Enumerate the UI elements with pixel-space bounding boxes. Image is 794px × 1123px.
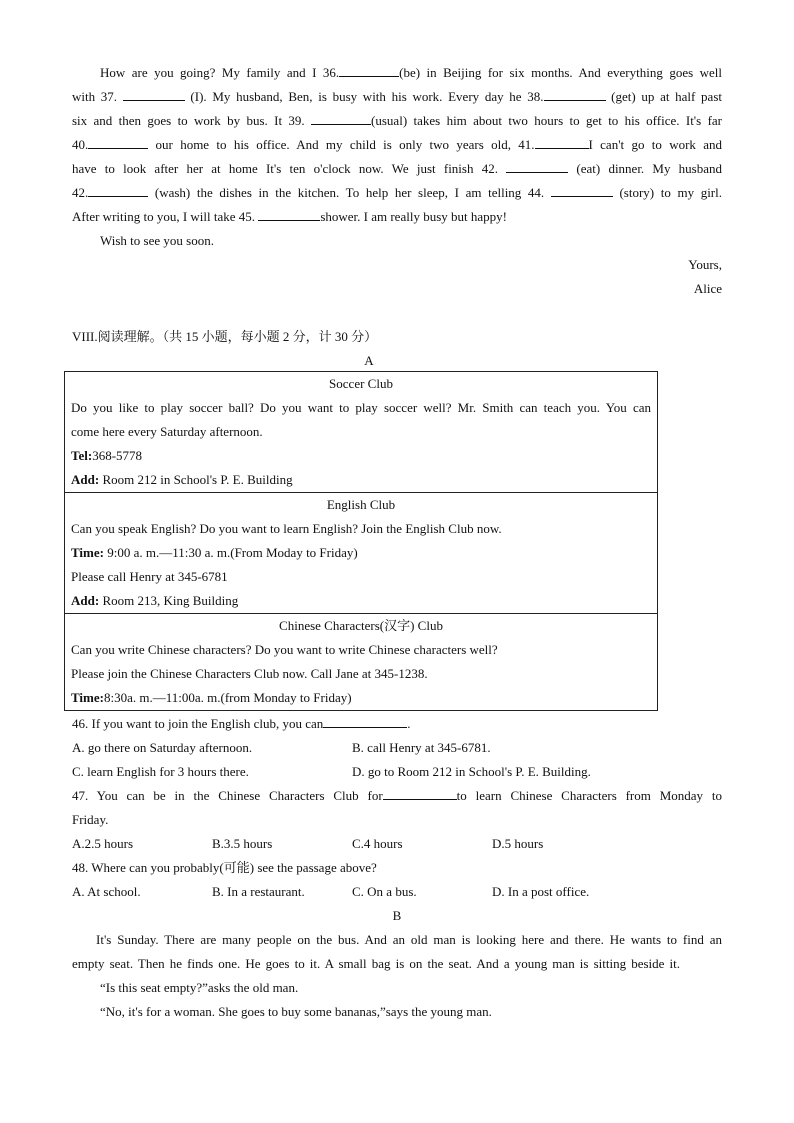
letter-line-1: How are you going? My family and I 36. (be) in Beijing for six months. And everything goes well — [100, 61, 722, 85]
letter-line-7: After writing to you, I will take 45. shower. I am really busy but happy! — [72, 205, 507, 229]
english-club-call: Please call Henry at 345-6781 — [71, 569, 228, 584]
q47-option-b[interactable]: B.3.5 hours — [212, 836, 273, 851]
english-club-time: Time: 9:00 a. m.—11:30 a. m.(From Moday to Friday) — [71, 545, 358, 560]
question-48: 48. Where can you probably(可能) see the passage above? — [72, 860, 377, 875]
chinese-club-title: Chinese Characters(汉字) Club — [279, 618, 443, 633]
letter-closing: Yours, — [688, 257, 722, 272]
letter-wish: Wish to see you soon. — [100, 233, 214, 248]
blank-44[interactable] — [551, 182, 613, 197]
english-club-address: Add: Room 213, King Building — [71, 593, 239, 608]
blank-42a[interactable] — [506, 158, 568, 173]
passage-b-line-2: empty seat. Then he finds one. He goes to it. A small bag is on the seat. And a young man is sitting beside it. — [72, 956, 680, 971]
q47-option-d[interactable]: D.5 hours — [492, 836, 544, 851]
q48-option-c[interactable]: C. On a bus. — [352, 884, 417, 899]
chinese-club-desc-2: Please join the Chinese Characters Club now. Call Jane at 345-1238. — [71, 666, 428, 681]
passage-b-line-3: “Is this seat empty?”asks the old man. — [100, 980, 299, 995]
chinese-club-time: Time:8:30a. m.—11:00a. m.(from Monday to Friday) — [71, 690, 352, 705]
letter-line-6: 42. (wash) the dishes in the kitchen. To help her sleep, I am telling 44. (story) to my girl. — [72, 181, 722, 205]
q46-option-b[interactable]: B. call Henry at 345-6781. — [352, 740, 491, 755]
blank-q47[interactable] — [383, 785, 457, 800]
soccer-club-desc-1: Do you like to play soccer ball? Do you want to play soccer well? Mr. Smith can teach you. You can — [71, 400, 651, 415]
english-club-desc: Can you speak English? Do you want to learn English? Join the English Club now. — [71, 521, 502, 536]
soccer-club-address: Add: Room 212 in School's P. E. Building — [71, 472, 293, 487]
part-a-heading: A — [364, 353, 374, 368]
blank-q46[interactable] — [323, 713, 407, 728]
passage-b-line-1: It's Sunday. There are many people on the bus. And an old man is looking here and there. He wants to find an — [96, 932, 722, 947]
question-47: 47. You can be in the Chinese Characters Club for to learn Chinese Characters from Monday to — [72, 784, 722, 808]
blank-45[interactable] — [258, 206, 320, 221]
part-b-heading: B — [392, 908, 402, 923]
letter-signature: Alice — [693, 281, 722, 296]
q47-option-c[interactable]: C.4 hours — [352, 836, 403, 851]
blank-41[interactable] — [535, 134, 589, 149]
chinese-club-block — [65, 614, 658, 711]
section-title: VIII.阅读理解。（共 15 小题，每小题 2 分，计 30 分） — [72, 329, 378, 344]
blank-42b[interactable] — [88, 182, 148, 197]
q48-option-d[interactable]: D. In a post office. — [492, 884, 590, 899]
english-club-title: English Club — [326, 497, 396, 512]
soccer-club-desc-2: come here every Saturday afternoon. — [71, 424, 263, 439]
clubs-table — [64, 371, 658, 711]
q46-option-a[interactable]: A. go there on Saturday afternoon. — [72, 740, 253, 755]
blank-39[interactable] — [311, 110, 371, 125]
chinese-club-desc-1: Can you write Chinese characters? Do you want to write Chinese characters well? — [71, 642, 498, 657]
q46-option-d[interactable]: D. go to Room 212 in School's P. E. Building. — [352, 764, 591, 779]
soccer-club-block — [65, 372, 658, 493]
blank-36[interactable] — [339, 62, 399, 77]
question-46: 46. If you want to join the English club, you can . — [72, 712, 411, 736]
q46-option-c[interactable]: C. learn English for 3 hours there. — [72, 764, 249, 779]
q48-option-b[interactable]: B. In a restaurant. — [212, 884, 305, 899]
q48-option-a[interactable]: A. At school. — [72, 884, 141, 899]
soccer-club-title: Soccer Club — [329, 376, 393, 391]
blank-40[interactable] — [88, 134, 148, 149]
letter-line-4: 40. our home to his office. And my child is only two years old, 41. I can't go to work and — [72, 133, 722, 157]
blank-38[interactable] — [544, 86, 606, 101]
passage-b-line-4: “No, it's for a woman. She goes to buy some bananas,”says the young man. — [100, 1004, 492, 1019]
letter-line-2: with 37. (I). My husband, Ben, is busy with his work. Every day he 38. (get) up at half past — [72, 85, 722, 109]
q47-option-a[interactable]: A.2.5 hours — [72, 836, 134, 851]
soccer-club-tel: Tel:368-5778 — [71, 448, 143, 463]
letter-line-5: have to look after her at home It's ten o'clock now. We just finish 42. (eat) dinner. My husband — [72, 157, 722, 181]
question-47-cont: Friday. — [72, 812, 109, 827]
blank-37[interactable] — [123, 86, 185, 101]
english-club-block — [65, 493, 658, 614]
letter-line-3: six and then goes to work by bus. It 39. (usual) takes him about two hours to get to his office. It's far — [72, 109, 722, 133]
